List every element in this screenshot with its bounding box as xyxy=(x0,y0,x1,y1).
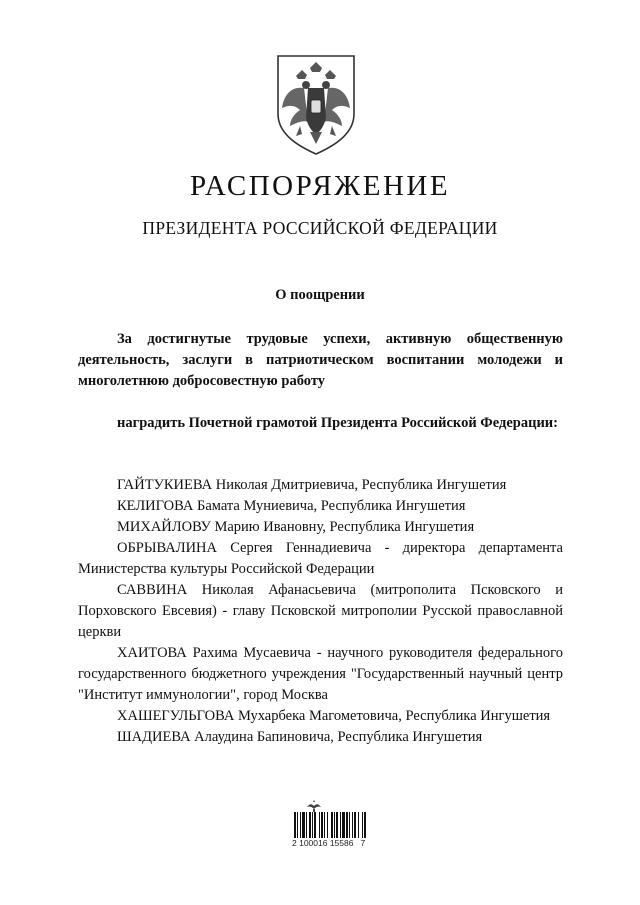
preamble-paragraph: За достигнутые трудовые успехи, активную общественную деятельность, заслуги в патриотическом воспитании молодежи и многолетнюю добросовестную работу xyxy=(78,331,563,389)
awardee-item: МИХАЙЛОВУ Марию Ивановну, Республика Ингушетия xyxy=(117,519,475,535)
document-subtitle: ПРЕЗИДЕНТА РОССИЙСКОЙ ФЕДЕРАЦИИ xyxy=(142,218,498,238)
awardee-item: ОБРЫВАЛИНА Сергея Геннадиевича - директора департамента Министерства культуры Российской Федерации xyxy=(78,540,563,577)
russian-coat-of-arms-icon xyxy=(274,52,358,156)
eagle-mark-icon xyxy=(306,800,322,812)
awardee-item: ХАШЕГУЛЬГОВА Мухарбека Магометовича, Республика Ингушетия xyxy=(117,708,551,724)
awardee-item: САВВИНА Николая Афанасьевича (митрополита Псковского и Порховского Евсевия) - главу Псковской митрополии Русской православной церкви xyxy=(78,582,563,640)
awardee-item: КЕЛИГОВА Бамата Муниевича, Республика Ингушетия xyxy=(117,498,466,514)
awardee-list xyxy=(78,475,563,748)
document-title: РАСПОРЯЖЕНИЕ xyxy=(189,170,451,202)
awardee-item: ГАЙТУКИЕВА Николая Дмитриевича, Республика Ингушетия xyxy=(117,477,507,493)
awardee-item: ШАДИЕВА Алаудина Бапиновича, Республика Ингушетия xyxy=(117,729,483,745)
barcode-icon xyxy=(294,812,378,838)
document-subject: О поощрении xyxy=(275,287,365,303)
awardee-item: ХАИТОВА Рахима Мусаевича - научного руководителя федерального государственного бюджетного учреждения "Государственный научный центр "Институт иммунологии", город Москва xyxy=(78,645,563,703)
barcode-number: 2 100016 15586 7 xyxy=(292,838,366,848)
decision-paragraph: наградить Почетной грамотой Президента Российской Федерации: xyxy=(117,415,558,431)
